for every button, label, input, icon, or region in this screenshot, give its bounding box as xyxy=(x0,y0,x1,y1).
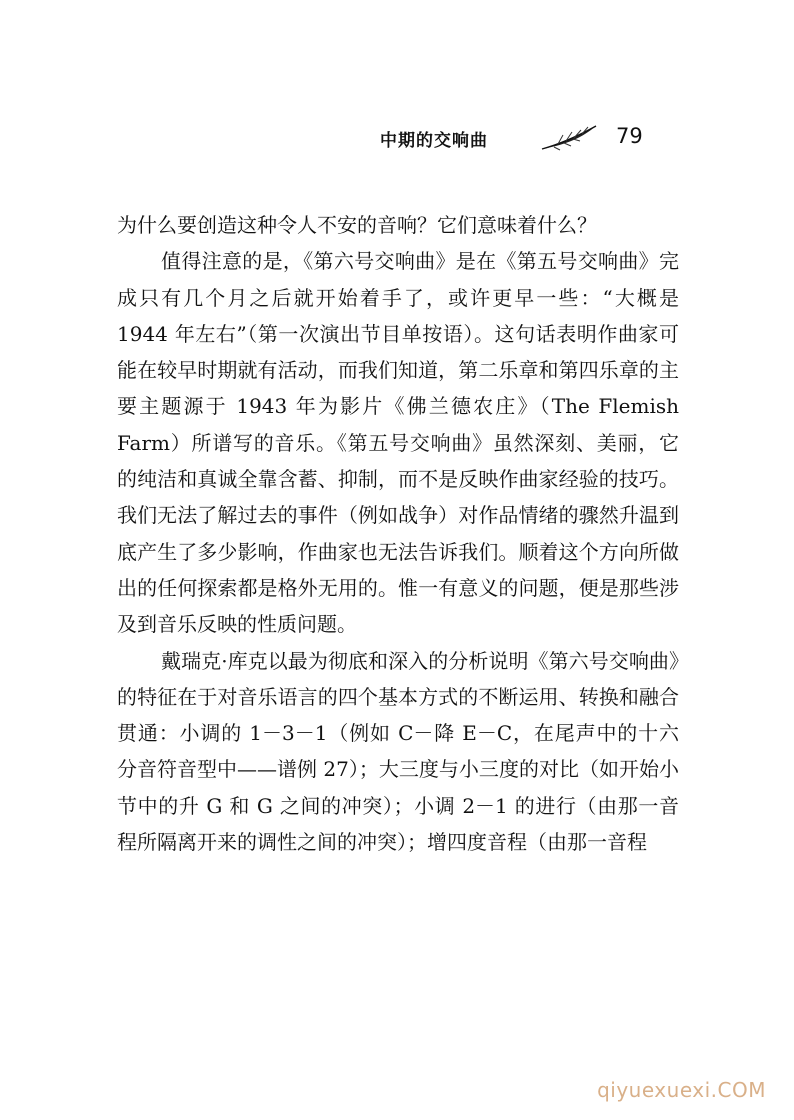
paragraph: 值得注意的是，《第六号交响曲》是在《第五号交响曲》完成只有几个月之后就开始着手了，或许更早一些：“大概是 1944 年左右”（第一次演出节目单按语）。这句话表明作曲家可能在较早时期就有活动，而我们知道，第二乐章和第四乐章的主要主题源于 1943 年为影片《佛兰德农庄》（The Flemish Farm）所谱写的音乐。《第五号交响曲》虽然深刻、美丽，它的纯洁和真诚全靠含蓄、抑制，而不是反映作曲家经验的技巧。我们无法了解过去的事件（例如战争）对作品情绪的骤然升温到底产生了多少影响，作曲家也无法告诉我们。顺着这个方向所做出的任何探索都是格外无用的。惟一有意义的问题，便是那些涉及到音乐反映的性质问题。 xyxy=(117,249,679,637)
body-text xyxy=(117,207,679,860)
page-number: 79 xyxy=(616,124,643,148)
paragraph: 戴瑞克·库克以最为彻底和深入的分析说明《第六号交响曲》的特征在于对音乐语言的四个基本方式的不断运用、转换和融合贯通：小调的 1－3－1（例如 C－降 E－C，在尾声中的十六分音符音型中——谱例 27）；大三度与小三度的对比（如开始小节中的升 G 和 G 之间的冲突）；小调 2－1 的进行（由那一音程所隔离开来的调性之间的冲突）；增四度音程（由那一音程 xyxy=(117,648,679,855)
running-header xyxy=(380,122,650,154)
site-watermark: qiyuexuexi.COM xyxy=(597,1078,766,1102)
paragraph-continuation: 为什么要创造这种令人不安的音响？它们意味着什么？ xyxy=(117,213,597,237)
chapter-title: 中期的交响曲 xyxy=(380,131,488,151)
